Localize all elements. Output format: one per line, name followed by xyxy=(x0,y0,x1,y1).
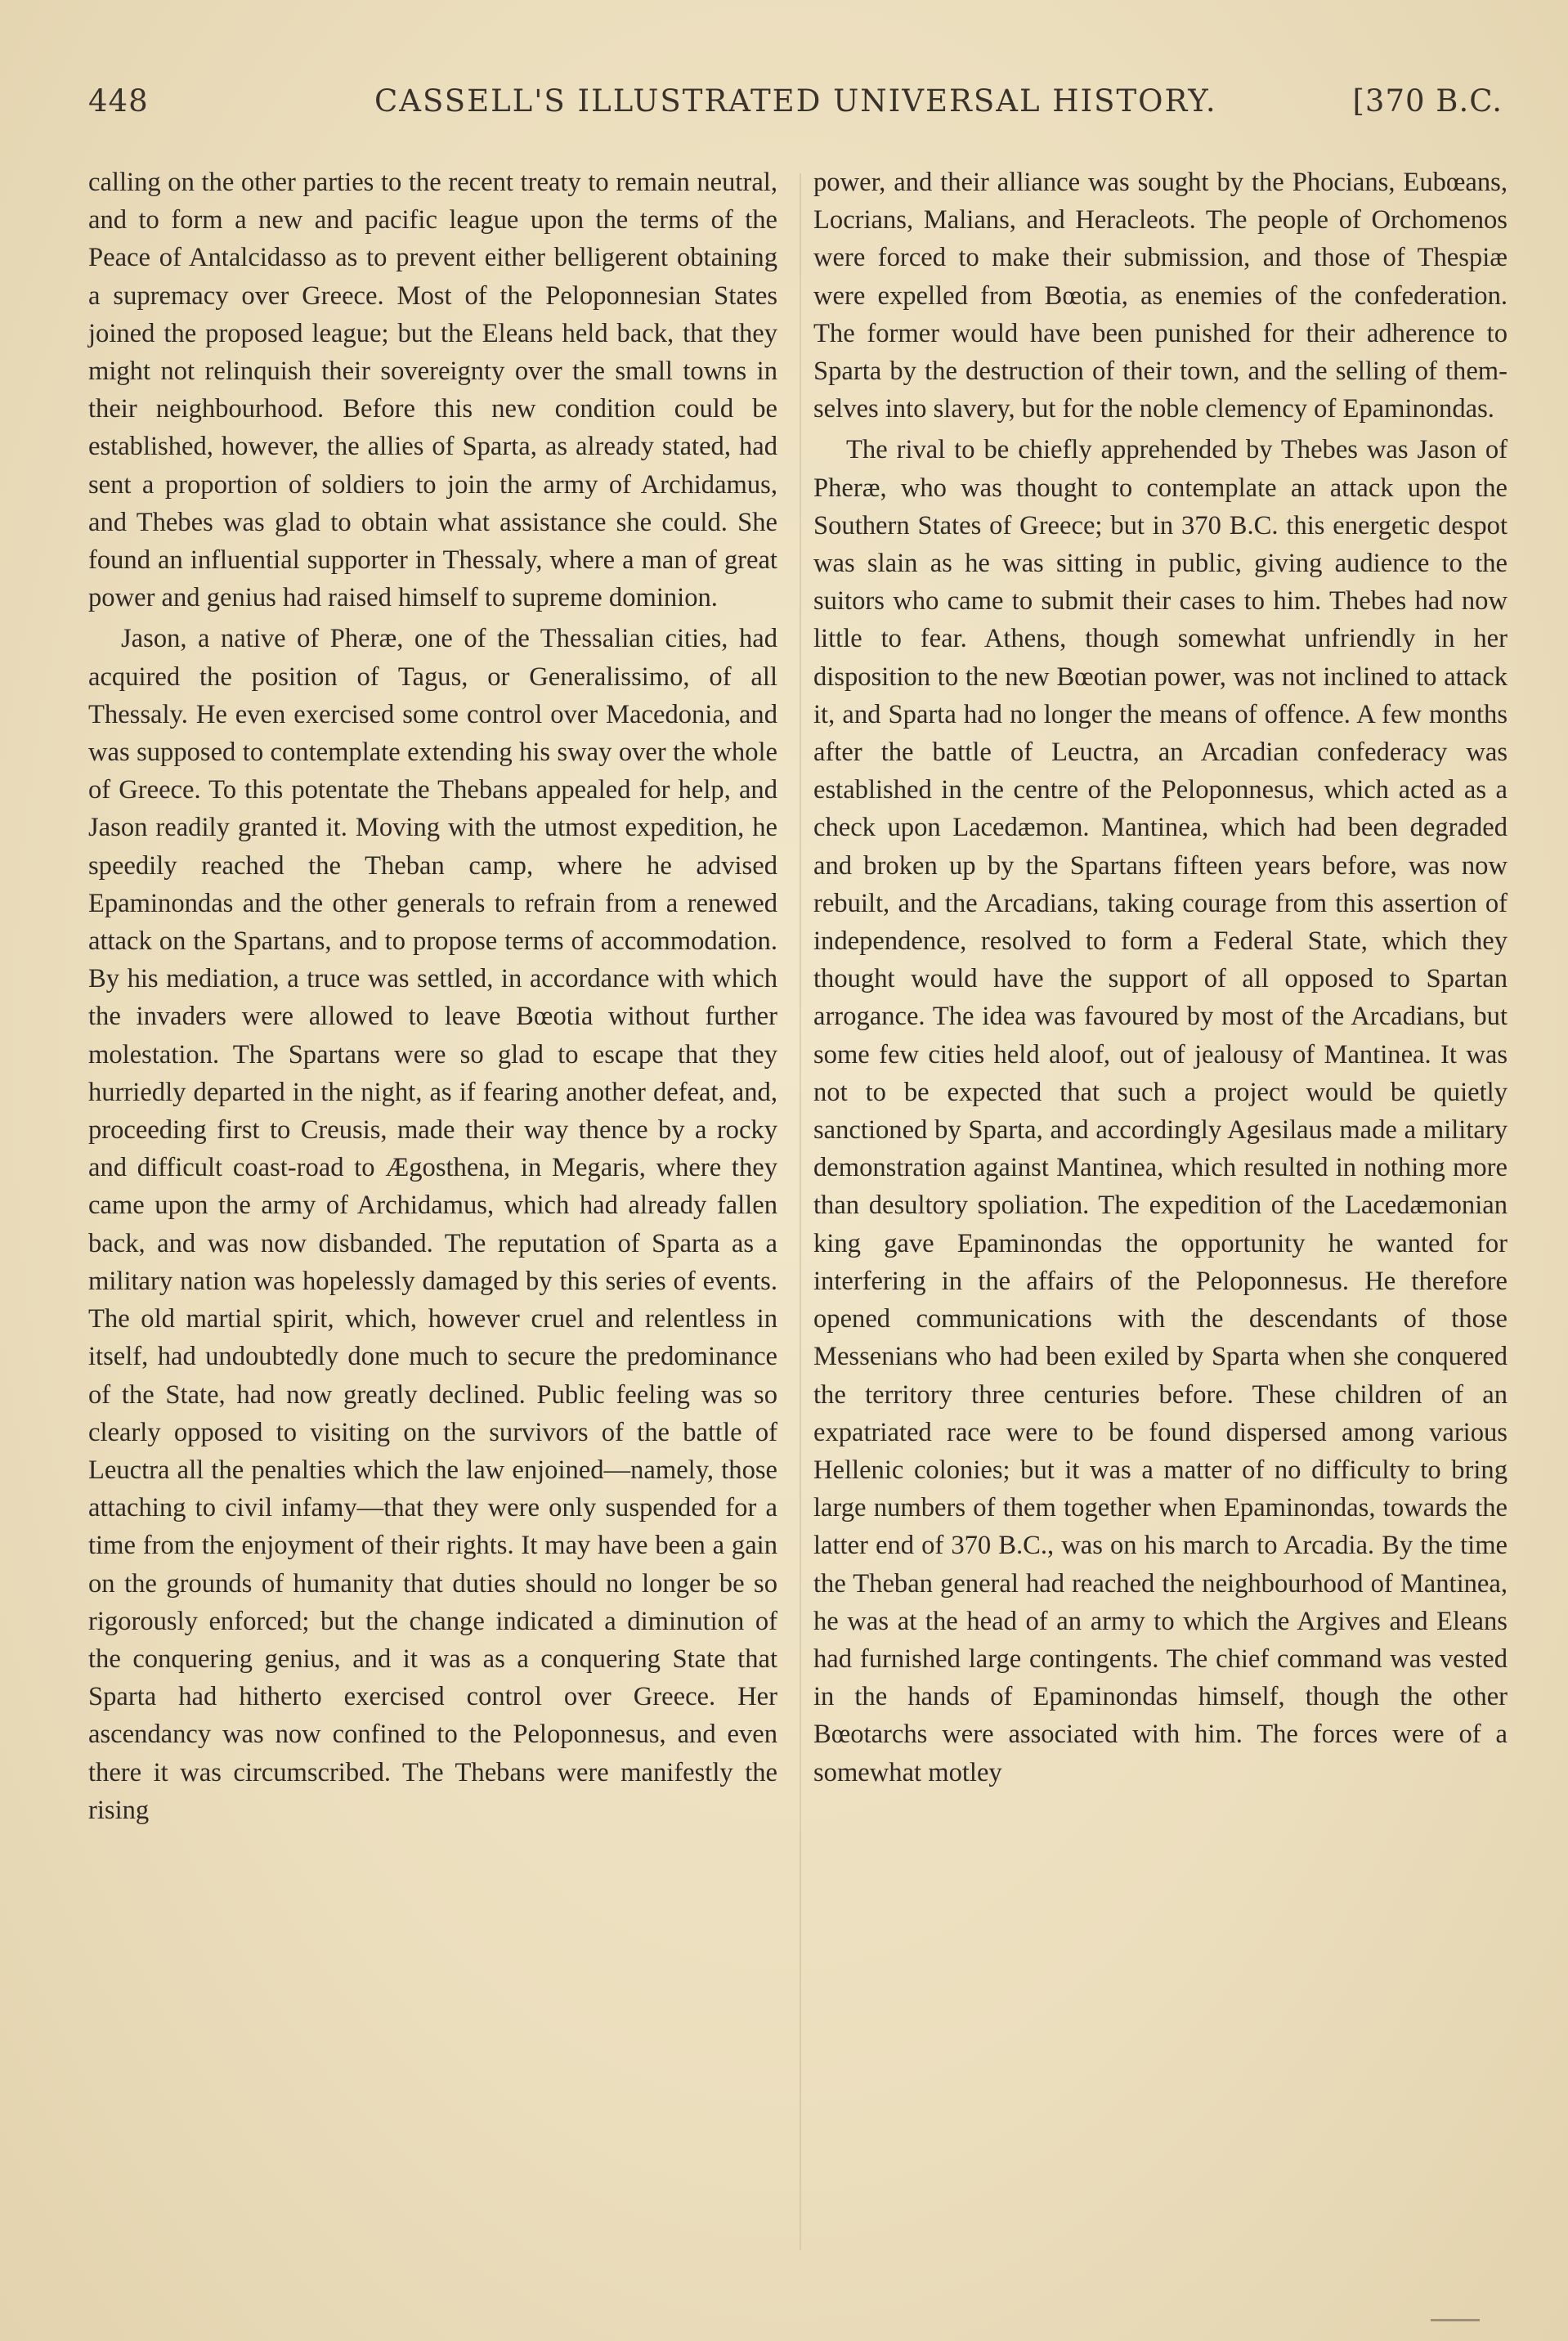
right-column xyxy=(813,164,1508,1792)
paragraph: The rival to be chiefly apprehended by Thebes was Jason of Pheræ, who was thought to contemplate an attack upon the Southern States of Greece; but in 370 B.C. this energetic despot was slain as he was sitting in public, giving audience to the suitors who came to submit their cases to him. Thebes had now little to fear. Athens, though somewhat unfriendly in her disposition to the new Bœotian power, was not inclined to attack it, and Sparta had no longer the means of offence. A few months after the battle of Leuctra, an Arcadian confederacy was established in the centre of the Peloponnesus, which acted as a check upon Lacedæmon. Mantinea, which had been degraded and broken up by the Spartans fifteen years before, was now rebuilt, and the Arcadians, taking courage from this assertion of independence, resolved to form a Federal State, which they thought would have the support of all opposed to Spartan arrogance. The idea was favoured by most of the Arcadians, but some few cities held aloof, out of jealousy of Mantinea. It was not to be expected that such a project would be quietly sanctioned by Sparta, and accordingly Agesilaus made a military demonstration against Mantinea, which resulted in nothing more than desultory spoliation. The expedition of the Lacedæmonian king gave Epaminondas the opportunity he wanted for interfering in the affairs of the Peloponnesus. He therefore opened communications with the descendants of those Messenians who had been exiled by Sparta when she conquered the territory three centuries before. These children of an expatriated race were to be found dispersed among various Hellenic colonies; but it was a matter of no difficulty to bring large numbers of them together when Epaminondas, towards the latter end of 370 B.C., was on his march to Arcadia. By the time the Theban general had reached the neighbourhood of Mantinea, he was at the head of an army to which the Argives and Eleans had furnished large contingents. The chief command was vested in the hands of Epaminondas himself, though the other Bœotarchs were associated with him. The forces were of a somewhat motley xyxy=(813,435,1508,1787)
column-divider xyxy=(800,173,801,2250)
paragraph: power, and their alliance was sought by the Phocians, Eubœans, Locrians, Malians, and Heracleots. The people of Orchomenos were forced to make their submission, and those of Thespiæ were expelled from Bœotia, as enemies of the confederation. The former would have been punished for their adherence to Sparta by the destruction of their town, and the selling of themselves into slavery, but for the noble clemency of Epaminondas. xyxy=(813,168,1508,424)
left-column xyxy=(88,164,777,1829)
paragraph: calling on the other parties to the recent treaty to remain neutral, and to form a new and pacific league upon the terms of the Peace of Antalcidasso as to prevent either belligerent obtaining a supremacy over Greece. Most of the Peloponnesian States joined the proposed league; but the Eleans held back, that they might not relinquish their sovereignty over the small towns in their neighbourhood. Before this new condition could be established, however, the allies of Sparta, as already stated, had sent a proportion of soldiers to join the army of Archidamus, and Thebes was glad to obtain what assistance she could. She found an influential supporter in Thessaly, where a man of great power and genius had raised himself to supreme dominion. xyxy=(88,168,777,613)
date-reference: [370 B.C. xyxy=(1352,83,1503,119)
paragraph: Jason, a native of Pheræ, one of the Thessalian cities, had acquired the position of Tagus, or Generalissimo, of all Thessaly. He even exercised some control over Macedonia, and was supposed to contemplate extending his sway over the whole of Greece. To this potentate the Thebans appealed for help, and Jason readily granted it. Moving with the utmost expedition, he speedily reached the Theban camp, where he advised Epaminondas and the other generals to refrain from a renewed attack on the Spartans, and to propose terms of accommodation. By his mediation, a truce was settled, in accordance with which the invaders were allowed to leave Bœotia without further molestation. The Spartans were so glad to escape that they hurriedly departed in the night, as if fearing another defeat, and, proceeding first to Creusis, made their way thence by a rocky and difficult coast-road to Ægosthena, in Megaris, where they came upon the army of Archidamus, which had already fallen back, and was now disbanded. The reputation of Sparta as a military nation was hopelessly damaged by this series of events. The old martial spirit, which, however cruel and relentless in itself, had undoubtedly done much to secure the predominance of the State, had now greatly declined. Public feeling was so clearly opposed to visiting on the survivors of the battle of Leuctra all the penalties which the law enjoined—namely, those attaching to civil infamy—that they were only suspended for a time from the enjoyment of their rights. It may have been a gain on the grounds of humanity that duties should no longer be so rigorously enforced; but the change indicated a diminution of the conquering genius, and it was as a conquering State that Sparta had hitherto exercised control over Greece. Her ascendancy was now confined to the Peloponnesus, and even there it was circumscribed. The Thebans were manifestly the rising xyxy=(88,624,777,1825)
page-number: 448 xyxy=(88,83,149,119)
footer-mark xyxy=(1431,2319,1480,2321)
running-title: CASSELL'S ILLUSTRATED UNIVERSAL HISTORY. xyxy=(374,83,1217,119)
page-header xyxy=(88,83,1503,132)
